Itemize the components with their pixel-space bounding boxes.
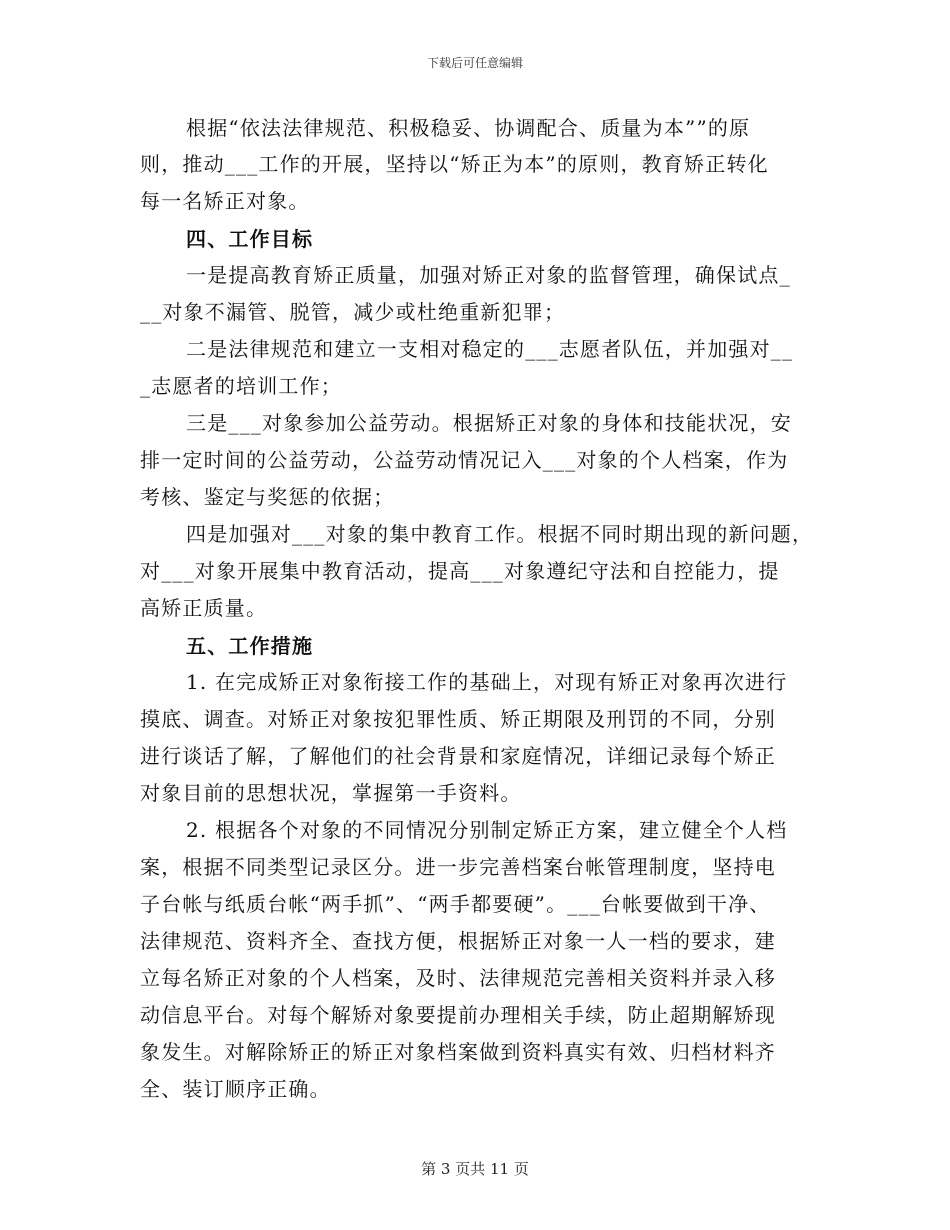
paragraph-line: 对___对象开展集中教育活动，提高___对象遵纪守法和自控能力，提 — [140, 559, 780, 583]
paragraph-line: 一是提高教育矫正质量，加强对矫正对象的监督管理，确保试点_ — [186, 263, 791, 287]
paragraph-line: 法律规范、资料齐全、查找方便，根据矫正对象一人一档的要求，建 — [140, 929, 776, 953]
paragraph-line: 排一定时间的公益劳动，公益劳动情况记入___对象的个人档案，作为 — [140, 448, 789, 472]
paragraph-line: __对象不漏管、脱管，减少或杜绝重新犯罪； — [140, 300, 566, 324]
paragraph-line: 根据“依法法律规范、积极稳妥、协调配合、质量为本””的原 — [186, 116, 751, 140]
paragraph-line: 对象目前的思想状况，掌握第一手资料。 — [140, 781, 522, 805]
paragraph-line: 案，根据不同类型记录区分。进一步完善档案台帐管理制度，坚持电 — [140, 855, 776, 879]
paragraph-line: 考核、鉴定与奖惩的依据； — [140, 485, 395, 509]
paragraph-line: 立每名矫正对象的个人档案，及时、法律规范完善相关资料并录入移 — [140, 966, 776, 990]
section-heading-goals: 四、工作目标 — [186, 227, 314, 251]
paragraph-line: 三是___对象参加公益劳动。根据矫正对象的身体和技能状况，安 — [186, 411, 792, 435]
page-header-note: 下载后可任意编辑 — [426, 56, 523, 70]
paragraph-line: 子台帐与纸质台帐“两手抓”、“两手都要硬”。___台帐要做到干净、 — [140, 892, 771, 916]
paragraph-line: 摸底、调查。对矫正对象按犯罪性质、矫正期限及刑罚的不同，分别 — [140, 707, 776, 731]
paragraph-line: _志愿者的培训工作； — [140, 374, 342, 398]
paragraph-line: 高矫正质量。 — [140, 596, 268, 620]
paragraph-line: 象发生。对解除矫正的矫正对象档案做到资料真实有效、归档材料齐 — [140, 1040, 776, 1064]
page-number-footer: 第 3 页共 11 页 — [421, 1160, 529, 1178]
paragraph-line: 则，推动___工作的开展，坚持以“矫正为本”的原则，教育矫正转化 — [140, 152, 769, 176]
paragraph-line: 四是加强对___对象的集中教育工作。根据不同时期出现的新问题， — [186, 522, 814, 546]
paragraph-line: 二是法律规范和建立一支相对稳定的___志愿者队伍，并加强对__ — [186, 337, 794, 361]
paragraph-line: 每一名矫正对象。 — [140, 189, 310, 213]
paragraph-line: 2. 根据各个对象的不同情况分别制定矫正方案，建立健全个人档 — [186, 818, 788, 842]
paragraph-line: 全、装订顺序正确。 — [140, 1077, 331, 1101]
paragraph-line: 进行谈话了解，了解他们的社会背景和家庭情况，详细记录每个矫正 — [140, 744, 776, 768]
paragraph-line: 1. 在完成矫正对象衔接工作的基础上，对现有矫正对象再次进行 — [186, 670, 788, 694]
paragraph-line: 动信息平台。对每个解矫对象要提前办理相关手续，防止超期解矫现 — [140, 1003, 776, 1027]
section-heading-measures: 五、工作措施 — [186, 634, 314, 658]
